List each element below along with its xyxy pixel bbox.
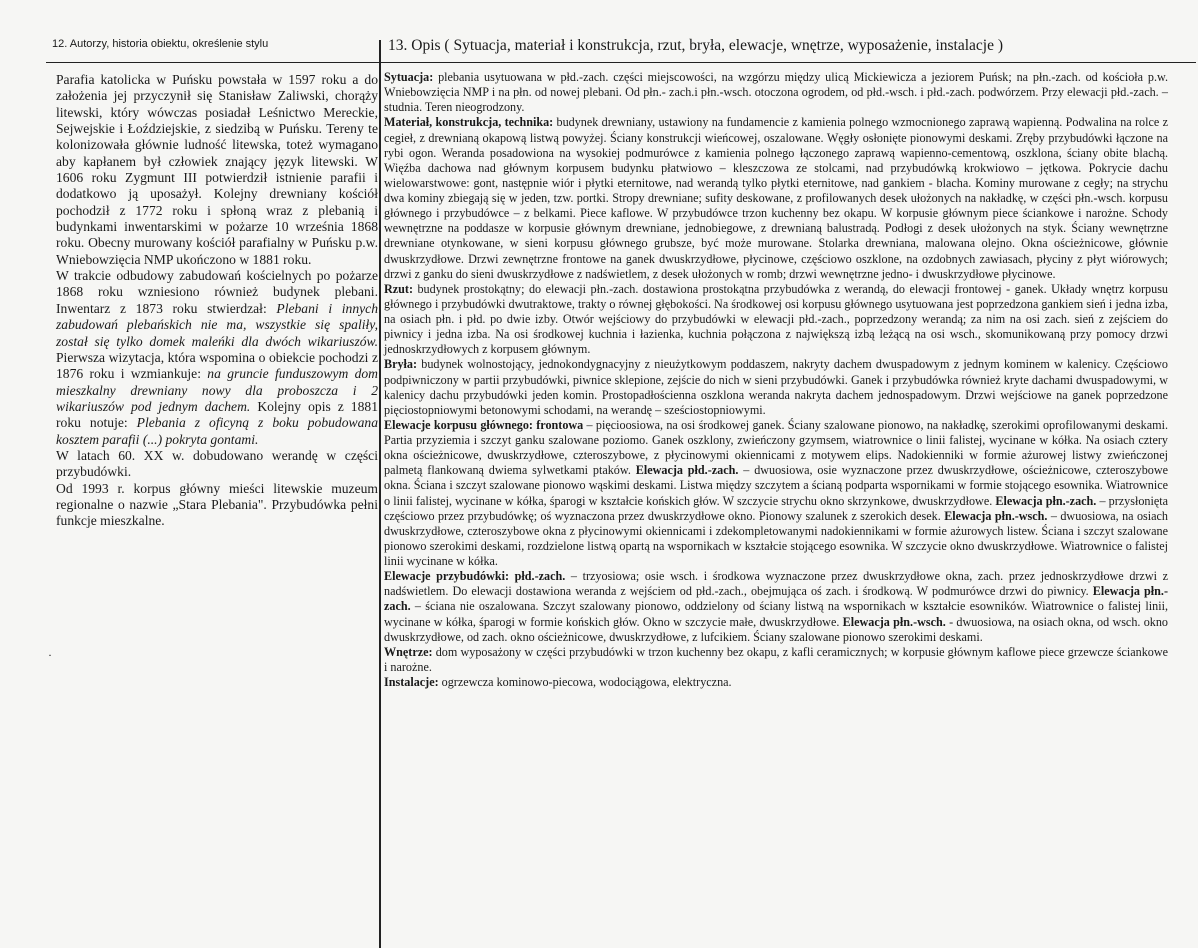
history-quote: na gruncie funduszowym dom mieszkalny drewniany nowy dla proboszcza i 2 wikariuszów pod jednym dachem.	[56, 366, 378, 414]
instalacje-paragraph	[384, 675, 1168, 690]
elewacje-text: – pięcioosiowa, na osi środkowej ganek. Ściany szalowane pionowo, na nakładkę, szerokimi oprofilowanymi deskami. Partia przyziemia i szczyt ganku szalowane poziomo. Ganek oszklony, zwieńczony gzymsem, wiatrownice o linii falistej, wycinane w kółka. Na osiach cztery okna ościeżnicowe, dwuskrzydłowe, czteroszybowe, z płycinowymi okiennicami z motywem elips. Nadokienniki w formie ażurowej listwy zwieńczonej palmetą flankowaną dwiema sylwetkami ptaków.	[384, 417, 1168, 478]
przybudowka-pnw-label: Elewacja płn.-wsch.	[842, 614, 946, 629]
history-paragraph-1: Parafia katolicka w Puńsku powstała w 1597 roku a do założenia jej przyczynił się Stanisław Zaliwski, chorąży litewski, który wówczas posiadał Leśnictwo Mereckie, Sejwejskie i Łoździejskie, z siedzibą w Puńsku. Tereny te kolonizowała głównie ludność litewska, toteż wymagano aby kapłanem był człowiek znający język litewski. W 1606 roku Zygmunt III potwierdził istnienie parafii i dodatkowo ją uposażył. Kolejny drewniany kościół pochodził z 1772 roku i spłoną wraz z plebanią i budynkami inwentarskimi w pożarze 10 września 1868 roku. Obecny murowany kościół parafialny w Puńsku p.w. Wniebowzięcia NMP ukończono w 1881 roku.	[56, 72, 378, 267]
wnetrze-paragraph	[384, 645, 1168, 675]
elewacje-text: – przysłonięta częściowo przez przybudówkę; oś wyznaczona przez dwuskrzydłowe okno. Pionowy szalunek z szerokich desek.	[384, 493, 1169, 523]
elewacje-korpusu-label: Elewacje korpusu głównego: frontowa	[384, 417, 584, 432]
section-12-heading: 12. Autorzy, historia obiektu, określenie stylu	[52, 38, 269, 50]
instalacje-text: ogrzewcza kominowo-piecowa, wodociągowa, elektryczna.	[438, 675, 732, 689]
sytuacja-label: Sytuacja:	[384, 70, 434, 84]
history-column	[56, 72, 378, 530]
history-paragraph-3: W latach 60. XX w. dobudowano werandę w części przybudówki.	[56, 447, 378, 480]
elewacje-text: – ściana nie oszalowana. Szczyt szalowany pionowo, oddzielony od ściany listwą na wspornikach w kształcie esowników. Wiatrownice o falistej linii, wycinane w kółka, śparogi w formie końskich głów. Okno w szczycie małe, dwuskrzydłowe.	[384, 599, 1168, 629]
history-text: Kolejny opis z 1881 roku notuje:	[56, 398, 378, 431]
material-label: Materiał, konstrukcja, technika:	[384, 115, 554, 130]
sytuacja-text: plebania usytuowana w płd.-zach. części miejscowości, na wzgórzu między ulicą Mickiewicza a jeziorem Puńsk; na płn.-zach. od kościoła p.w. Wniebowzięcia NMP i na płn. od nowej plebani. Od płn.- zach.i płn.-wsch. otoczona ogrodem, od płd.-wsch. i płd.-zach. podwórzem. Przy elewacji płd.-zach. – studnia. Teren nieogrodzony.	[384, 70, 1168, 115]
history-paragraph-4: Od 1993 r. korpus główny mieści litewskie muzeum regionalne o nazwie „Stara Plebania". Przybudówka pełni funkcje mieszkalne.	[56, 480, 378, 529]
elewacje-text: – dwuosiowa, na osiach dwuskrzydłowe, czteroszybowe okna z płycinowymi okiennicami i zdekompletowanymi nadokiennikami w formie ażurowych listew. Ściana i szczyt szalowane pionowo szerokimi deskami, rozdzielone listwą opartą na wspornikach w kształcie stojącego esownika. W szczycie okno dwuskrzydłowe. Wiatrownice o falistej linii wycinane w kółka.	[384, 508, 1169, 568]
przybudowka-pnz-label: Elewacja płn.-zach.	[384, 584, 1168, 614]
bryla-text: budynek wolnostojący, jednokondygnacyjny z nieużytkowym poddaszem, nakryty dachem dwuspadowym z jednym kominem w kalenicy. Częściowo podpiwniczony w partii przybudówki, piwnice sklepione, zejście do nich w sieni przybudówki. Ganek i przybudówka również kryte dachami dwuspadowymi, w kalenicy dachu przybudówki jeden komin. Prostopadłościenna oszklona weranda nakryta dachem jednospadowym. Drzwi wejściowe na ganek poprzedzone pięciostopniowymi betonowymi schodami, na werandę – sześciostopniowymi.	[384, 357, 1168, 417]
elewacje-korpusu-paragraph	[384, 418, 1168, 569]
history-paragraph-2	[56, 268, 378, 448]
wnetrze-text: dom wyposażony w części przybudówki w trzon kuchenny bez okapu, z kafli ceramicznych; w korpusie głównym kaflowe piece grzewcze ściankowe i narożne.	[384, 644, 1168, 674]
section-13-heading: 13. Opis ( Sytuacja, materiał i konstrukcja, rzut, bryła, elewacje, wnętrze, wyposażenie, instalacje )	[388, 37, 1004, 54]
sytuacja-paragraph	[384, 70, 1168, 115]
rzut-text: budynek prostokątny; do elewacji płn.-zach. dostawiona prostokątna przybudówka z werandą, do elewacji frontowej - ganek. Układy wnętrz korpusu głównego i przybudówki dwutraktowe, trakty o równej głębokości. Na środkowej osi korpusu głównego usytuowana jest poprzedzona gankiem sień i jedna izba, na osiach płn. i płd. po dwie izby. Otwór wejściowy do przybudówki w elewacji płd.-zach., poprzedzony werandą; za nim na osi zach. sień z zejściem do piwnicy i jedna izba. Na osi środkowej kuchnia i łazienka, kuchnia połączona z największą izbą leżącą na osi wsch., skomunikowaną przy pomocy drzwi jednoskrzydłowych z korpusem głównym.	[384, 281, 1168, 357]
elewacje-text: - dwuosiowa, na osiach okna, od wsch. okno dwuskrzydłowe, od zach. okno ościeżnicowe, dwuskrzydłowe, z lufcikiem. Ściany szalowane pionowo szerokimi deskami.	[384, 614, 1168, 644]
history-quote: Plebania z oficyną z boku pobudowana kosztem parafii (...) pokryta gontami.	[56, 415, 378, 447]
elewacja-plz-label: Elewacja płd.-zach.	[635, 463, 739, 478]
bryla-paragraph	[384, 357, 1168, 418]
elewacje-przybudowki-label: Elewacje przybudówki: płd.-zach.	[384, 569, 566, 584]
bryla-label: Bryła:	[384, 357, 418, 372]
elewacje-text: – trzyosiowa; osie wsch. i środkowa wyznaczone przez dwuskrzydłowe okna, zach. przez jednoskrzydłowe drzwi z nadświetlem. Do elewacji dostawiona weranda z wejściem od płd.-zach., obejmująca oś zach. i środkową. W podmurówce drzwi do piwnicy.	[384, 569, 1168, 599]
rzut-label: Rzut:	[384, 281, 413, 296]
rzut-paragraph	[384, 282, 1168, 358]
history-quote: Plebani i innych zabudowań plebańskich nie ma, wszystkie się spaliły, został się tylko domek maleńki dla dwóch wikariuszów.	[56, 300, 378, 349]
elewacje-text: – dwuosiowa, osie wyznaczone przez dwuskrzydłowe, ościeżnicowe, czteroszybowe okna. Ściana i szczyt szalowane pionowo wąskimi deskami. Listwa między szczytem a ścianą podparta wspornikami w formie stojącego esownika. Wiatrownice o linii falistej, wycinane w kółka, śparogi w kształcie końskich głów. W szczycie strychu okno skrzynkowe, dwuskrzydłowe.	[384, 463, 1168, 508]
history-text: W trakcie odbudowy zabudowań kościelnych po pożarze 1868 roku wzniesiono również budynek plebani. Inwentarz z 1873 roku stwierdzał:	[56, 268, 378, 316]
elewacje-przybudowki-paragraph	[384, 569, 1168, 645]
elewacja-pnw-label: Elewacja płn.-wsch.	[944, 508, 1048, 523]
wnetrze-label: Wnętrze:	[384, 644, 433, 659]
material-text: budynek drewniany, ustawiony na fundamencie z kamienia polnego wzmocnionego zaprawą wapienną. Podwalina na rolce z cegieł, z drewnianą okapową listwą powyżej. Ściany konstrukcji wieńcowej, oszalowane. Węgły osłonięte pionowymi deskami. Zręby przybudówki łączone na rybi ogon. Weranda posadowiona na wysokiej podmurówce z kamienia polnego łączonego zaprawą wapienno-cementową, oszklona, ściany obite blachą. Więźba dachowa nad głównym korpusem budynku płatwiowo – kleszczowa ze stolcami, nad przybudówką krokwiowo – jętkowa. Pokrycie dachu wielowarstwowe: gont, następnie wiór i płytki eternitowe, nad werandą tylko płytki eternitowe, nad gankiem - blacha. Kominy murowane z cegły; na strychu dwa kominy zbiegają się w jeden, tzw. portki. Stropy drewniane; sufity deskowane, z profilowanych desek ułożonych na nakładkę, w części płn.-wsch. korpusu głównego i przybudówce – z belkami. Piece kaflowe. W przybudówce trzon kuchenny bez okapu. W korpusie głównym piece ściankowe i narożne. Schody wewnętrzne na poddasze w korpusie głównym drewniane, jednobiegowe, z drewnianą balustradą. Podłogi z desek ułożonych na styk. Ściany wewnętrzne drewniane otynkowane, w sieni korpusu głównego grubsze, być może murowane. Stolarka drewniana, malowana olejno. Okna ościeżnicowe, głównie dwuskrzydłowe. Drzwi zewnętrzne frontowe na ganek dwuskrzydłowe, płycinowe, częściowo oszklone, na ozdobnych zawiasach, płyciny z płyt wiórowych; drzwi z ganku do sieni dwuskrzydłowe z nadświetlem, z desek ułożonych w romb; drzwi wewnętrzne jedno- i dwuskrzydłowe płycinowe.	[384, 115, 1168, 281]
header-divider	[46, 62, 1196, 63]
history-text: Pierwsza wizytacja, która wspomina o obiekcie pochodzi z 1876 roku i wzmiankuje:	[56, 349, 378, 382]
column-divider	[379, 40, 381, 948]
elewacja-pnz-label: Elewacja płn.-zach.	[995, 493, 1097, 508]
description-column	[384, 70, 1168, 690]
material-paragraph	[384, 115, 1168, 281]
instalacje-label: Instalacje:	[384, 675, 439, 689]
margin-dot: ·	[48, 648, 52, 662]
